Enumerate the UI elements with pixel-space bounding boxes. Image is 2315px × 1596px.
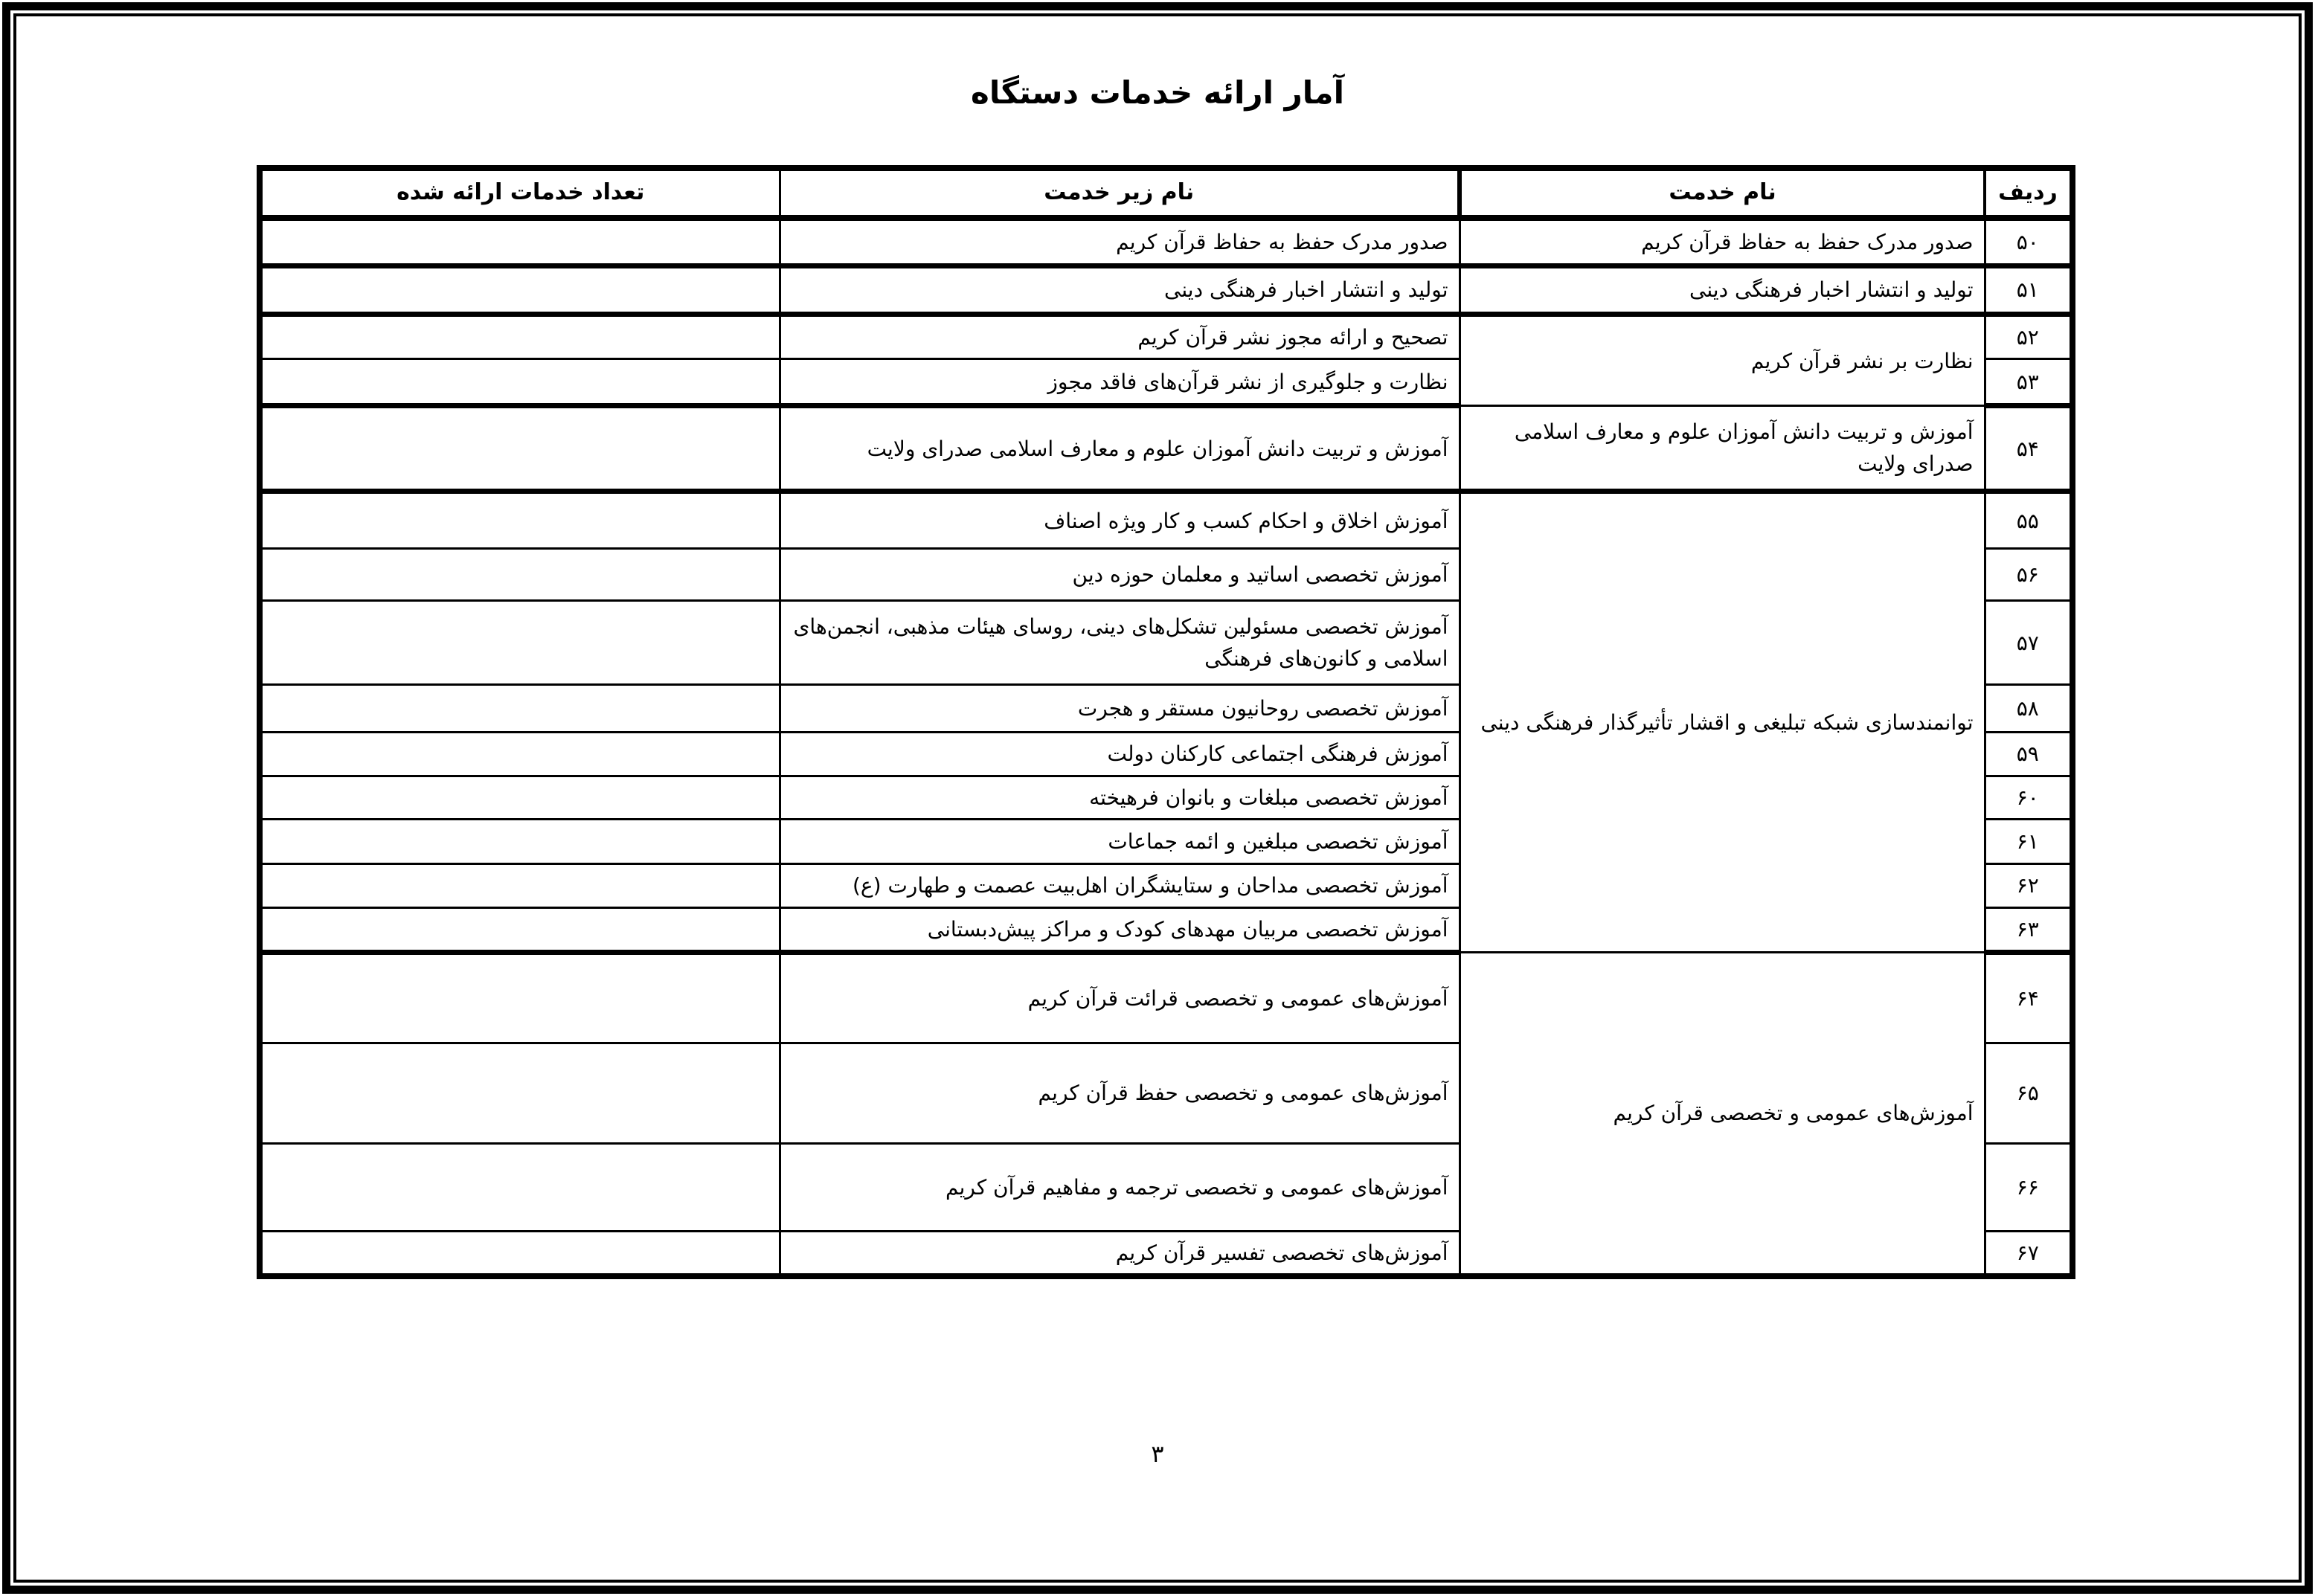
sub-service-cell: آموزش تخصصی مداحان و ستایشگران اهل‌بیت عصمت و طهارت (ع) (780, 864, 1460, 907)
service-name-cell: نظارت بر نشر قرآن کریم (1460, 315, 1985, 406)
row-number-cell: ۶۶ (1985, 1143, 2072, 1231)
page-title: آمار ارائه خدمات دستگاه (971, 74, 1344, 111)
row-number-cell: ۵۳ (1985, 359, 2072, 406)
service-name-cell: آموزش و تربیت دانش آموزان علوم و معارف اسلامی صدرای ولایت (1460, 406, 1985, 492)
count-cell (260, 864, 780, 907)
row-number-cell: ۵۹ (1985, 733, 2072, 776)
row-number-cell: ۵۷ (1985, 601, 2072, 685)
sub-service-cell: آموزش تخصصی مربیان مهدهای کودک و مراکز پیش‌دبستانی (780, 907, 1460, 952)
count-cell (260, 359, 780, 406)
sub-service-cell: آموزش تخصصی مسئولین تشکل‌های دینی، روسای هیئات مذهبی، انجمن‌های اسلامی و کانون‌های فرهنگی (780, 601, 1460, 685)
services-table (257, 165, 2075, 1279)
count-cell (260, 907, 780, 952)
sub-service-cell: آموزش‌های تخصصی تفسیر قرآن کریم (780, 1231, 1460, 1276)
sub-service-cell: آموزش تخصصی اساتید و معلمان حوزه دین (780, 549, 1460, 601)
sub-service-cell: آموزش تخصصی مبلغین و ائمه جماعات (780, 820, 1460, 864)
header-row (260, 168, 2072, 218)
table-row (260, 406, 2072, 492)
table-row (260, 952, 2072, 1043)
col-header-service-name: نام خدمت (1460, 168, 1985, 218)
row-number-cell: ۶۲ (1985, 864, 2072, 907)
count-cell (260, 406, 780, 492)
table-row (260, 266, 2072, 315)
sub-service-cell: آموزش تخصصی روحانیون مستقر و هجرت (780, 685, 1460, 733)
sub-service-cell: آموزش اخلاق و احکام کسب و کار ویژه اصناف (780, 492, 1460, 549)
row-number-cell: ۵۰ (1985, 218, 2072, 266)
service-name-cell: توانمندسازی شبکه تبلیغی و اقشار تأثیرگذار فرهنگی دینی (1460, 492, 1985, 953)
count-cell (260, 733, 780, 776)
sub-service-cell: تولید و انتشار اخبار فرهنگی دینی (780, 266, 1460, 315)
row-number-cell: ۶۰ (1985, 776, 2072, 819)
count-cell (260, 601, 780, 685)
sub-service-cell: آموزش‌های عمومی و تخصصی حفظ قرآن کریم (780, 1043, 1460, 1143)
row-number-cell: ۶۷ (1985, 1231, 2072, 1276)
count-cell (260, 685, 780, 733)
sub-service-cell: آموزش تخصصی مبلغات و بانوان فرهیخته (780, 776, 1460, 819)
row-number-cell: ۵۴ (1985, 406, 2072, 492)
sub-service-cell: تصحیح و ارائه مجوز نشر قرآن کریم (780, 315, 1460, 359)
count-cell (260, 776, 780, 819)
count-cell (260, 820, 780, 864)
service-name-cell: صدور مدرک حفظ به حفاظ قرآن کریم (1460, 218, 1985, 266)
row-number-cell: ۵۱ (1985, 266, 2072, 315)
page-number: ۳ (1151, 1440, 1164, 1468)
sub-service-cell: صدور مدرک حفظ به حفاظ قرآن کریم (780, 218, 1460, 266)
count-cell (260, 266, 780, 315)
col-header-sub-service-name: نام زیر خدمت (780, 168, 1460, 218)
table-row (260, 492, 2072, 549)
row-number-cell: ۶۴ (1985, 952, 2072, 1043)
row-number-cell: ۶۱ (1985, 820, 2072, 864)
count-cell (260, 218, 780, 266)
count-cell (260, 952, 780, 1043)
table-row (260, 218, 2072, 266)
row-number-cell: ۵۶ (1985, 549, 2072, 601)
count-cell (260, 549, 780, 601)
count-cell (260, 315, 780, 359)
sub-service-cell: آموزش و تربیت دانش آموزان علوم و معارف اسلامی صدرای ولایت (780, 406, 1460, 492)
count-cell (260, 492, 780, 549)
service-name-cell: آموزش‌های عمومی و تخصصی قرآن کریم (1460, 952, 1985, 1276)
sub-service-cell: آموزش فرهنگی اجتماعی کارکنان دولت (780, 733, 1460, 776)
count-cell (260, 1143, 780, 1231)
count-cell (260, 1043, 780, 1143)
sub-service-cell: آموزش‌های عمومی و تخصصی قرائت قرآن کریم (780, 952, 1460, 1043)
row-number-cell: ۶۵ (1985, 1043, 2072, 1143)
col-header-count-provided: تعداد خدمات ارائه شده (260, 168, 780, 218)
row-number-cell: ۶۳ (1985, 907, 2072, 952)
col-header-row-number: ردیف (1985, 168, 2072, 218)
service-name-cell: تولید و انتشار اخبار فرهنگی دینی (1460, 266, 1985, 315)
sub-service-cell: نظارت و جلوگیری از نشر قرآن‌های فاقد مجوز (780, 359, 1460, 406)
row-number-cell: ۵۵ (1985, 492, 2072, 549)
sub-service-cell: آموزش‌های عمومی و تخصصی ترجمه و مفاهیم قرآن کریم (780, 1143, 1460, 1231)
row-number-cell: ۵۲ (1985, 315, 2072, 359)
row-number-cell: ۵۸ (1985, 685, 2072, 733)
count-cell (260, 1231, 780, 1276)
table-row (260, 315, 2072, 359)
